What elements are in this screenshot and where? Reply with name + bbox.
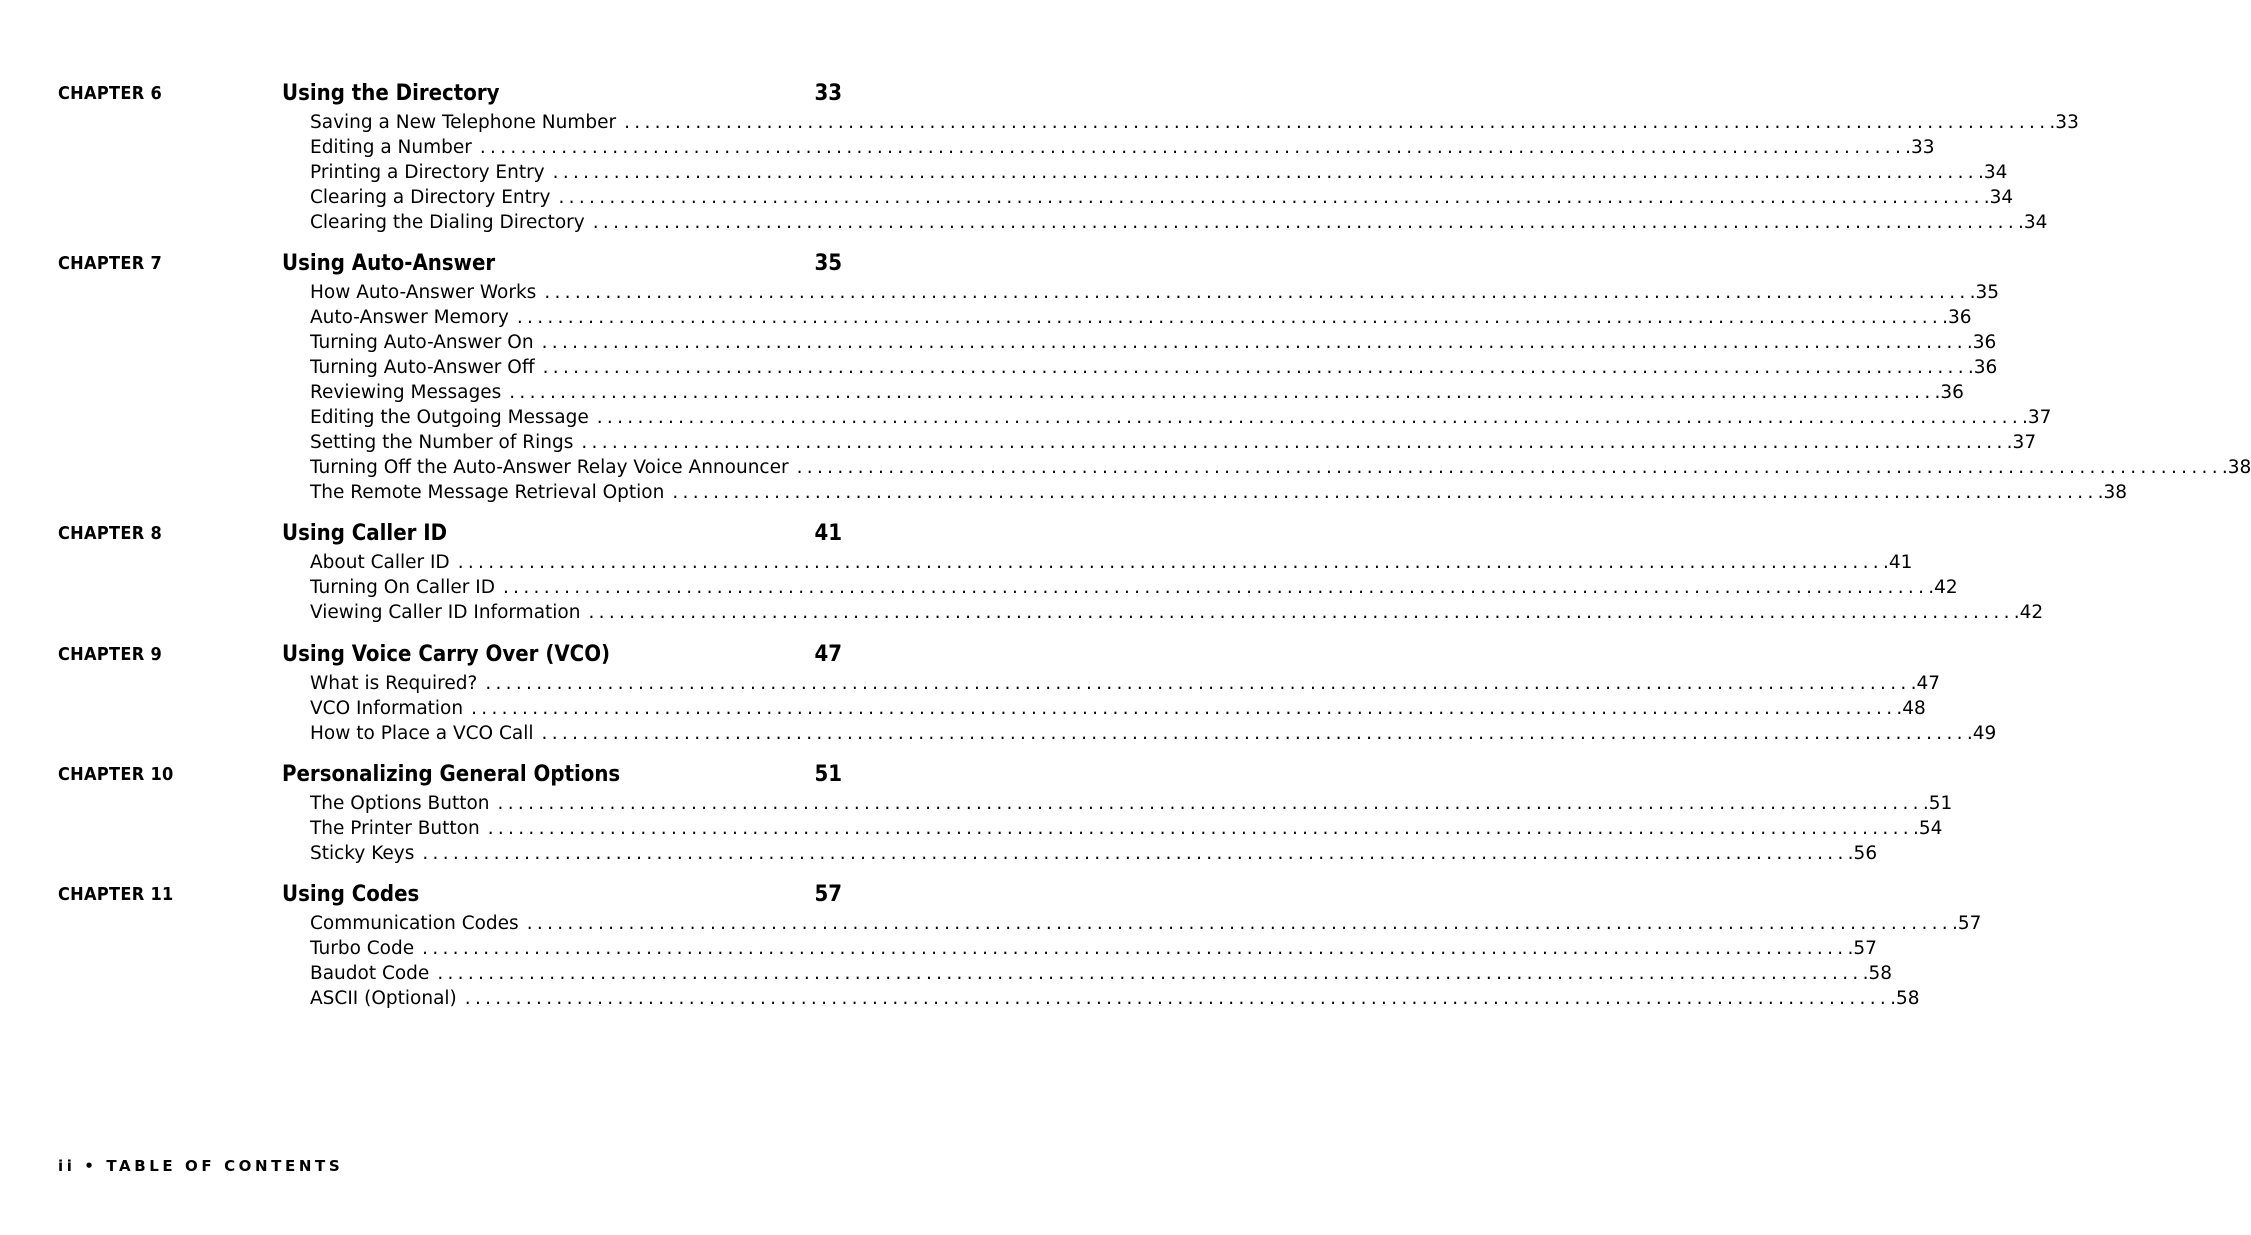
chapter-page-number: 33 <box>814 81 842 106</box>
toc-entry-page: .36 <box>1934 382 1964 403</box>
dot-leader: ............................................................................................................................................ <box>485 673 1911 694</box>
toc-entry-title: Setting the Number of Rings <box>310 432 574 453</box>
toc-entry-title: Communication Codes <box>310 913 519 934</box>
toc-entry[interactable] <box>310 280 2000 305</box>
dot-leader: ............................................................................................................................................ <box>457 552 1883 573</box>
toc-entry-page: .51 <box>1922 793 1953 814</box>
toc-entry[interactable] <box>310 961 1893 986</box>
toc-entry[interactable] <box>310 841 1878 866</box>
toc-entry-page: .57 <box>1952 913 1982 934</box>
toc-entry-page: .33 <box>1905 137 1935 158</box>
toc-entry-title: Turning Off the Auto-Answer Relay Voice Announcer <box>310 457 789 478</box>
chapter-title[interactable]: Using Voice Carry Over (VCO) <box>282 642 611 667</box>
toc-entry-page: .58 <box>1890 988 1920 1009</box>
toc-entry[interactable] <box>310 816 1943 841</box>
toc-entry[interactable] <box>310 550 1913 575</box>
toc-entry-title: Saving a New Telephone Number <box>310 112 617 133</box>
toc-entry[interactable] <box>310 671 1941 696</box>
toc-entry-title: Viewing Caller ID Information <box>310 602 581 623</box>
dot-leader: ............................................................................................................................................ <box>471 698 1897 719</box>
toc-entry-title: Turning Auto-Answer Off <box>310 357 535 378</box>
dot-leader: ............................................................................................................................................ <box>497 793 1923 814</box>
dot-leader: ............................................................................................................................................ <box>502 577 1929 598</box>
toc-entry[interactable] <box>310 380 1964 405</box>
dot-leader: ............................................................................................................................................ <box>592 212 2019 233</box>
dot-leader: ............................................................................................................................................ <box>672 482 2098 503</box>
chapter-label: CHAPTER 11 <box>58 884 174 905</box>
dot-leader: ............................................................................................................................................ <box>596 407 2023 428</box>
toc-entry-title: Clearing a Directory Entry <box>310 187 551 208</box>
toc-entry-page: .34 <box>2018 212 2048 233</box>
dot-leader: ............................................................................................................................................ <box>516 307 1943 328</box>
toc-entry[interactable] <box>310 185 2014 210</box>
toc-entry-page: .34 <box>1977 162 2008 183</box>
chapter-title[interactable]: Using the Directory <box>282 81 500 106</box>
toc-entry-page: .36 <box>1942 307 1972 328</box>
toc-entry-page: .33 <box>2049 112 2079 133</box>
toc-entry-page: .36 <box>1966 332 1997 353</box>
toc-entry-title: Auto-Answer Memory <box>310 307 509 328</box>
chapter-label: CHAPTER 10 <box>58 764 174 785</box>
toc-entry[interactable] <box>310 455 2251 480</box>
toc-entry-title: Sticky Keys <box>310 843 415 864</box>
dot-leader: ............................................................................................................................................ <box>624 112 2050 133</box>
chapter-label: CHAPTER 8 <box>58 523 163 544</box>
toc-entry-list <box>310 110 2079 235</box>
toc-entry-title: How Auto-Answer Works <box>310 282 537 303</box>
page-footer: ii • TABLE OF CONTENTS <box>58 1157 344 1175</box>
dot-leader: ............................................................................................................................................ <box>588 602 2014 623</box>
toc-entry[interactable] <box>310 355 1998 380</box>
toc-entry[interactable] <box>310 405 2052 430</box>
chapter-page-number: 47 <box>814 642 842 667</box>
toc-entry-page: .37 <box>2006 432 2037 453</box>
toc-entry-list <box>310 280 2251 505</box>
chapter-title[interactable]: Using Caller ID <box>282 521 448 546</box>
chapter-label: CHAPTER 6 <box>58 83 163 104</box>
toc-entry[interactable] <box>310 600 2044 625</box>
toc-entry-page: .34 <box>1983 187 2014 208</box>
toc-entry-title: Clearing the Dialing Directory <box>310 212 585 233</box>
toc-entry[interactable] <box>310 330 1997 355</box>
toc-entry[interactable] <box>310 160 2008 185</box>
dot-leader: ............................................................................................................................................ <box>422 843 1848 864</box>
toc-entry[interactable] <box>310 696 1926 721</box>
toc-entry-title: Editing a Number <box>310 137 472 158</box>
toc-entry-title: The Options Button <box>310 793 490 814</box>
toc-entry-page: .41 <box>1882 552 1913 573</box>
toc-entry-page: .38 <box>2097 482 2128 503</box>
dot-leader: ............................................................................................................................................ <box>509 382 1935 403</box>
toc-entry-title: Printing a Directory Entry <box>310 162 545 183</box>
dot-leader: ............................................................................................................................................ <box>422 938 1848 959</box>
toc-entry[interactable] <box>310 210 2048 235</box>
chapter-page-number: 57 <box>814 882 842 907</box>
toc-entry-title: Turning Auto-Answer On <box>310 332 534 353</box>
toc-entry-title: The Remote Message Retrieval Option <box>310 482 665 503</box>
chapter-page-number: 35 <box>814 251 842 276</box>
toc-entry[interactable] <box>310 135 1935 160</box>
dot-leader: ............................................................................................................................................ <box>544 282 1970 303</box>
dot-leader: ............................................................................................................................................ <box>526 913 1952 934</box>
toc-entry-title: ASCII (Optional) <box>310 988 457 1009</box>
dot-leader: ............................................................................................................................................ <box>541 332 1967 353</box>
chapter-title[interactable]: Using Auto-Answer <box>282 251 496 276</box>
dot-leader: ............................................................................................................................................ <box>558 187 1984 208</box>
toc-entry-title: Turning On Caller ID <box>310 577 495 598</box>
toc-entry-title: VCO Information <box>310 698 464 719</box>
toc-entry-page: .58 <box>1862 963 1893 984</box>
toc-entry-title: The Printer Button <box>310 818 480 839</box>
toc-entry-list <box>310 671 1997 746</box>
dot-leader: ............................................................................................................................................ <box>464 988 1891 1009</box>
dot-leader: ............................................................................................................................................ <box>541 723 1967 744</box>
toc-entry-page: .49 <box>1966 723 1997 744</box>
toc-entry-page: .42 <box>2013 602 2044 623</box>
toc-entry-list <box>310 791 1953 866</box>
toc-entry-page: .48 <box>1896 698 1926 719</box>
toc-entry[interactable] <box>310 986 1920 1011</box>
dot-leader: ............................................................................................................................................ <box>479 137 1906 158</box>
toc-entry-page: .54 <box>1912 818 1943 839</box>
toc-entry-title: Turbo Code <box>310 938 415 959</box>
toc-entry[interactable] <box>310 936 1877 961</box>
dot-leader: ............................................................................................................................................ <box>796 457 2222 478</box>
toc-entry[interactable] <box>310 480 2128 505</box>
toc-entry-page: .47 <box>1910 673 1941 694</box>
toc-entry[interactable] <box>310 911 1982 936</box>
toc-entry-title: Reviewing Messages <box>310 382 502 403</box>
toc-entry-page: .56 <box>1847 843 1878 864</box>
dot-leader: ............................................................................................................................................ <box>437 963 1863 984</box>
toc-entry[interactable] <box>310 721 1997 746</box>
toc-entry-title: How to Place a VCO Call <box>310 723 534 744</box>
dot-leader: ............................................................................................................................................ <box>487 818 1913 839</box>
toc-entry-page: .35 <box>1969 282 2000 303</box>
toc-entry-page: .37 <box>2022 407 2052 428</box>
chapter-label: CHAPTER 9 <box>58 644 163 665</box>
toc-entry-title: Editing the Outgoing Message <box>310 407 589 428</box>
chapter-label: CHAPTER 7 <box>58 253 163 274</box>
toc-entry[interactable] <box>310 575 1958 600</box>
toc-entry-title: Baudot Code <box>310 963 430 984</box>
dot-leader: ............................................................................................................................................ <box>542 357 1968 378</box>
toc-entry[interactable] <box>310 305 1972 330</box>
dot-leader: ............................................................................................................................................ <box>552 162 1978 183</box>
toc-entry-title: What is Required? <box>310 673 478 694</box>
toc-entry-page: .38 <box>2221 457 2251 478</box>
chapter-title[interactable]: Using Codes <box>282 882 420 907</box>
toc-entry[interactable] <box>310 110 2079 135</box>
toc-entry-page: .57 <box>1847 938 1877 959</box>
toc-entry-page: .42 <box>1928 577 1958 598</box>
toc-entry[interactable] <box>310 791 1953 816</box>
chapter-page-number: 51 <box>814 762 842 787</box>
toc-entry-title: About Caller ID <box>310 552 450 573</box>
chapter-page-number: 41 <box>814 521 842 546</box>
toc-entry[interactable] <box>310 430 2037 455</box>
toc-entry-list <box>310 550 2044 625</box>
chapter-title[interactable]: Personalizing General Options <box>282 762 621 787</box>
toc-entry-page: .36 <box>1967 357 1998 378</box>
toc-entry-list <box>310 911 1982 1011</box>
dot-leader: ............................................................................................................................................ <box>581 432 2007 453</box>
